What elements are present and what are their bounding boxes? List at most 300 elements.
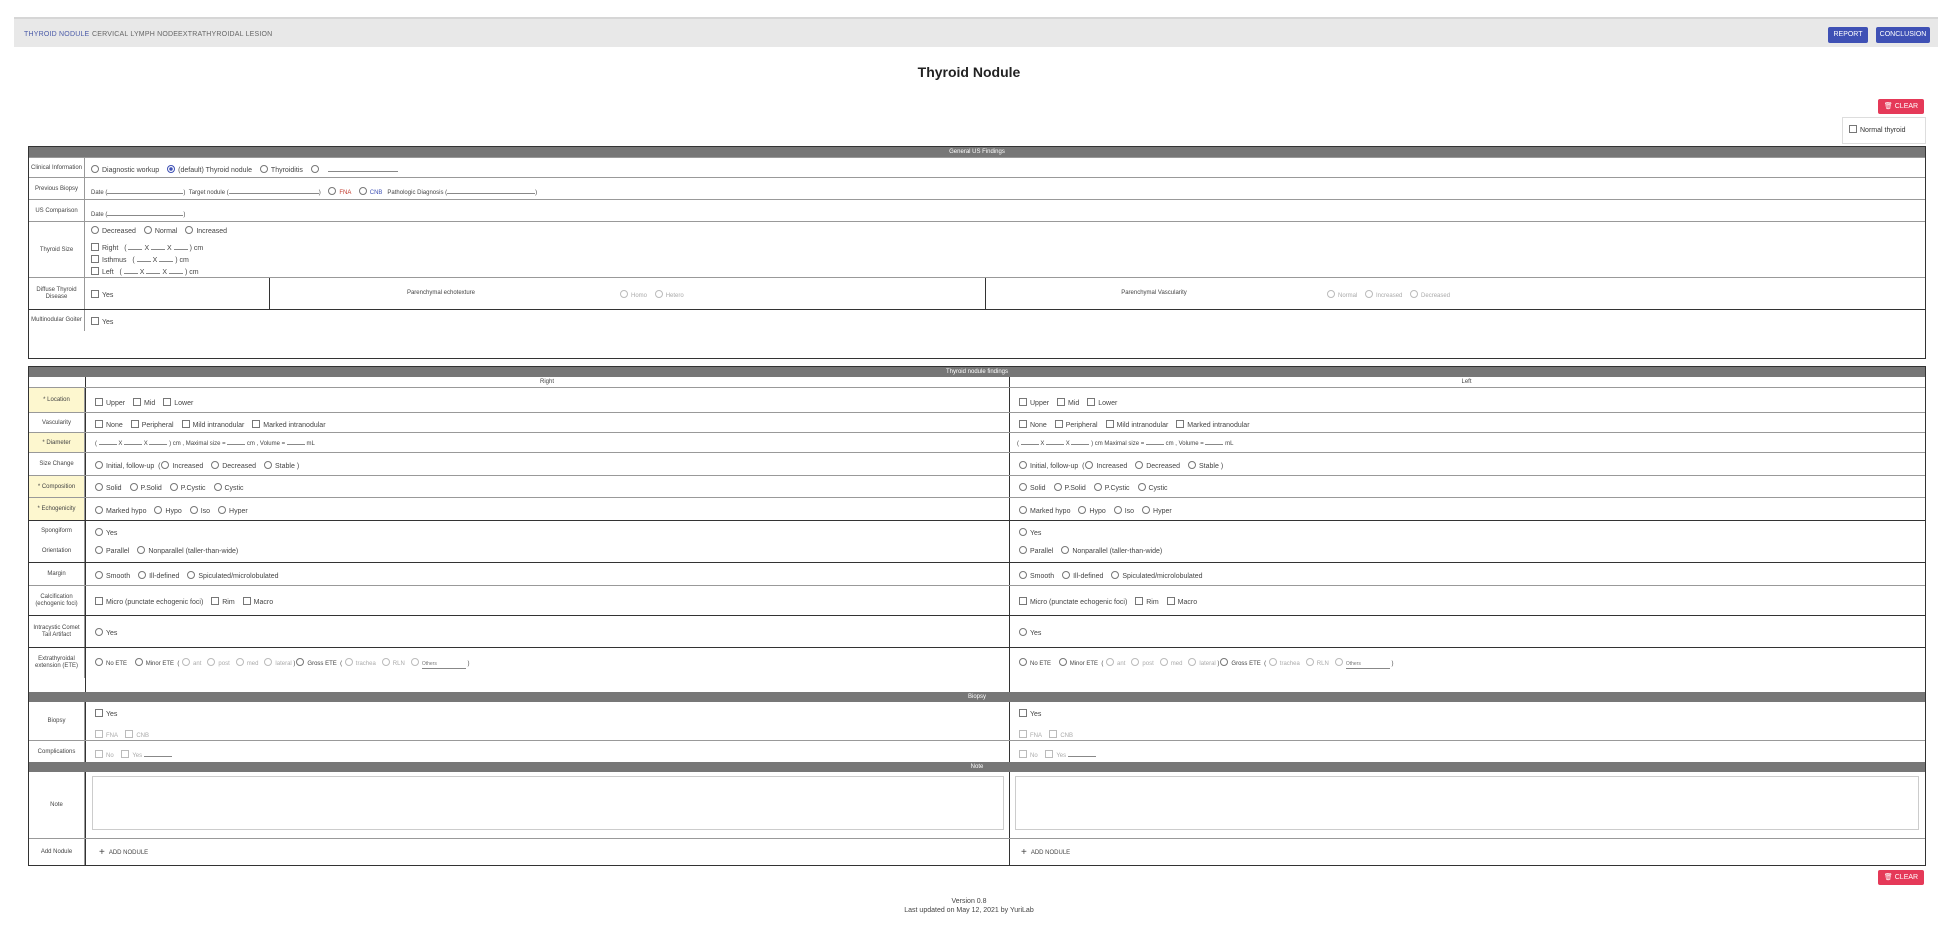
option-label: Marked intranodular [1187, 422, 1250, 429]
date-input[interactable] [107, 186, 186, 196]
radio-trachea[interactable] [345, 658, 353, 666]
location-row [29, 387, 1925, 413]
other-input[interactable] [328, 164, 398, 172]
option-label: lateral [275, 661, 292, 667]
checkbox-marked[interactable] [252, 420, 260, 428]
option-label: ant [193, 661, 202, 667]
right-spongiform [89, 528, 117, 537]
radio-solid[interactable] [95, 483, 103, 491]
option-label: Yes [106, 530, 118, 537]
option-label: Iso [1124, 508, 1135, 515]
radio-trachea[interactable] [1269, 658, 1277, 666]
radio-med[interactable] [1160, 658, 1168, 666]
checkbox-cnb[interactable] [1049, 730, 1057, 738]
calcification-row [29, 585, 1925, 616]
option-label: Initial, follow-up [1030, 463, 1079, 470]
radio-smooth[interactable] [95, 571, 103, 579]
margin-row [29, 562, 1925, 586]
option-label: Diagnostic workup [102, 167, 160, 174]
checkbox-macro[interactable] [1167, 597, 1175, 605]
checkbox-mild[interactable] [182, 420, 190, 428]
checkbox-yes[interactable] [1045, 750, 1053, 758]
ml-label: mL [1225, 441, 1234, 447]
paren: ) [1220, 463, 1224, 470]
x-label: X [1065, 441, 1070, 447]
volume-input[interactable] [1205, 437, 1223, 445]
radio-hetero[interactable] [655, 290, 663, 298]
option-label: Hyper [229, 508, 248, 515]
radio-marked-hypo[interactable] [1019, 506, 1027, 514]
left-spongiform [1013, 528, 1041, 537]
option-label: None [106, 422, 123, 429]
left-note-textarea[interactable] [1015, 776, 1919, 830]
diameter-input[interactable] [1046, 437, 1064, 445]
right-echogenicity [89, 506, 248, 515]
add-nodule-label: ADD NODULE [1030, 850, 1071, 856]
checkbox-peripheral[interactable] [1055, 420, 1063, 428]
volume-label: cm , Volume = [246, 441, 286, 447]
checkbox-lower[interactable] [163, 398, 171, 406]
x-label: X [139, 269, 145, 276]
others-input[interactable]: Others [1346, 661, 1390, 669]
option-label: No ETE [106, 661, 128, 667]
radio-spongiform-yes[interactable] [1019, 528, 1027, 536]
row-label: Complications [29, 741, 85, 763]
diameter-input[interactable] [99, 437, 117, 445]
radio-decreased[interactable] [1135, 461, 1143, 469]
paren: ) [1217, 661, 1220, 667]
left-location [1013, 398, 1117, 407]
radio-iso[interactable] [190, 506, 198, 514]
target-label: Target nodule ( [188, 190, 229, 196]
left-lobe-size [85, 266, 199, 276]
checkbox-fna[interactable] [1019, 730, 1027, 738]
radio-intracystic-yes[interactable] [95, 628, 103, 636]
radio-vasc-decreased[interactable] [1410, 290, 1418, 298]
diameter-input[interactable] [149, 437, 167, 445]
minor-ete-sites [1105, 661, 1216, 667]
checkbox-none[interactable] [1019, 420, 1027, 428]
option-label: Increased [1376, 293, 1403, 299]
option-label: ant [1117, 661, 1126, 667]
paren: ( [1082, 463, 1085, 470]
radio-increased[interactable] [185, 226, 193, 234]
paren: ( [158, 463, 161, 470]
paren: ( [177, 661, 180, 667]
radio-smooth[interactable] [1019, 571, 1027, 579]
clear-button-bottom[interactable] [1878, 870, 1924, 885]
option-label: Right [102, 245, 119, 252]
radio-nonparallel[interactable] [1061, 546, 1069, 554]
radio-spiculated[interactable] [1111, 571, 1119, 579]
checkbox-left[interactable] [91, 267, 99, 275]
multinodular-goiter-row [29, 309, 1925, 331]
option-label: Decreased [102, 228, 136, 235]
size-input[interactable] [146, 266, 160, 274]
option-label: Mild intranodular [192, 422, 245, 429]
option-label: P.Solid [140, 485, 162, 492]
option-label: Yes [106, 630, 118, 637]
row-label: Orientation [29, 540, 85, 562]
checkbox-isthmus[interactable] [91, 255, 99, 263]
radio-pcystic[interactable] [170, 483, 178, 491]
radio-others[interactable] [411, 658, 419, 666]
note-row [29, 772, 1925, 838]
radio-spiculated[interactable] [187, 571, 195, 579]
option-label: Nonparallel (taller-than-wide) [148, 548, 239, 555]
paren: ( [119, 269, 122, 276]
radio-diagnostic-workup[interactable] [91, 165, 99, 173]
radio-normal[interactable] [144, 226, 152, 234]
radio-nonparallel[interactable] [137, 546, 145, 554]
ete-row [29, 647, 1925, 678]
row-label: Multinodular Goiter [29, 310, 85, 331]
radio-initial[interactable] [1019, 461, 1027, 469]
tab-extrathyroidal-lesion[interactable]: EXTRATHYROIDAL LESION [178, 31, 273, 38]
x-label: X [152, 257, 158, 264]
max-size-input[interactable] [227, 437, 245, 445]
left-echogenicity [1013, 506, 1172, 515]
right-calcification [89, 597, 273, 606]
paren: ) [318, 190, 321, 196]
option-label: Yes [1056, 753, 1067, 759]
radio-cystic[interactable] [214, 483, 222, 491]
clinical-information-row [29, 157, 1925, 178]
others-input[interactable]: Others [422, 661, 466, 669]
radio-spongiform-yes[interactable] [95, 528, 103, 536]
multinodular-yes [85, 317, 113, 326]
checkbox-none[interactable] [95, 420, 103, 428]
conclusion-button[interactable]: CONCLUSION [1876, 27, 1930, 43]
radio-increased[interactable] [161, 461, 169, 469]
checkbox-cnb[interactable] [125, 730, 133, 738]
right-column-header: Right [539, 379, 554, 385]
option-label: No ETE [1030, 661, 1052, 667]
option-label: Yes [1030, 530, 1042, 537]
left-intracystic [1013, 628, 1041, 637]
size-input[interactable] [151, 242, 165, 250]
radio-solid[interactable] [1019, 483, 1027, 491]
option-label: Smooth [1030, 573, 1055, 580]
option-label: Lower [1098, 400, 1118, 407]
checkbox-no[interactable] [1019, 750, 1027, 758]
radio-thyroid-nodule[interactable] [167, 165, 175, 173]
option-label: FNA [106, 733, 118, 739]
checkbox-rim[interactable] [211, 597, 219, 605]
vascularity-options [1321, 290, 1450, 299]
option-label: Gross ETE [307, 661, 337, 667]
option-label: Yes [1030, 630, 1042, 637]
option-label: Macro [253, 599, 274, 606]
option-label: Marked hypo [106, 508, 147, 515]
option-label: Spiculated/microlobulated [198, 573, 279, 580]
option-label: Thyroiditis [270, 167, 303, 174]
radio-stable[interactable] [264, 461, 272, 469]
option-label: RLN [1316, 661, 1329, 667]
checkbox-upper[interactable] [1019, 398, 1027, 406]
radio-gross-ete[interactable] [1220, 658, 1228, 666]
size-input[interactable] [137, 254, 151, 262]
option-label: Yes [102, 292, 114, 299]
option-label: P.Cystic [180, 485, 206, 492]
option-label: Peripheral [1065, 422, 1098, 429]
right-complications [89, 749, 172, 759]
radio-homo[interactable] [620, 290, 628, 298]
checkbox-fna[interactable] [95, 730, 103, 738]
radio-minor-ete[interactable] [135, 658, 143, 666]
size-trend-options [85, 226, 227, 235]
option-label: Mid [1068, 400, 1080, 407]
right-add-nodule-button[interactable] [99, 847, 148, 858]
radio-minor-ete[interactable] [1059, 658, 1067, 666]
option-label: post [218, 661, 230, 667]
option-label: Mid [144, 400, 156, 407]
radio-parallel[interactable] [1019, 546, 1027, 554]
row-label: * Echogenicity [29, 498, 85, 521]
complication-input[interactable] [144, 749, 172, 757]
spongiform-row [29, 520, 1925, 541]
checkbox-rim[interactable] [1135, 597, 1143, 605]
pathologic-input[interactable] [447, 186, 538, 196]
row-label: Margin [29, 563, 85, 586]
tab-cervical-lymph-node[interactable]: CERVICAL LYMPH NODE [92, 31, 179, 38]
left-margin [1013, 571, 1203, 580]
row-label: Biopsy [29, 702, 85, 740]
x-label: X [167, 245, 172, 252]
radio-vasc-normal[interactable] [1327, 290, 1335, 298]
radio-no-ete[interactable] [1019, 658, 1027, 666]
date-input[interactable] [107, 208, 186, 218]
checkbox-upper[interactable] [95, 398, 103, 406]
radio-others[interactable] [1335, 658, 1343, 666]
left-vascularity [1013, 420, 1250, 429]
radio-stable[interactable] [1188, 461, 1196, 469]
checkbox-biopsy-yes[interactable] [1019, 709, 1027, 717]
paren: ) [1391, 661, 1394, 667]
option-label: Iso [200, 508, 211, 515]
checkbox-peripheral[interactable] [131, 420, 139, 428]
clear-button-top[interactable] [1878, 99, 1924, 114]
radio-post[interactable] [1131, 658, 1139, 666]
x-label: X [1040, 441, 1045, 447]
complication-input[interactable] [1068, 749, 1096, 757]
option-label: Normal [154, 228, 178, 235]
minor-ete-sites [181, 661, 292, 667]
row-label: Note [29, 772, 85, 838]
option-label: med [246, 661, 259, 667]
option-label: Spiculated/microlobulated [1122, 573, 1203, 580]
section-header: Thyroid nodule findings [29, 367, 1925, 377]
option-label: Macro [1177, 599, 1198, 606]
radio-hyper[interactable] [218, 506, 226, 514]
vascularity-row [29, 412, 1925, 433]
paren: ) [296, 463, 300, 470]
radio-initial[interactable] [95, 461, 103, 469]
size-input[interactable] [128, 242, 142, 250]
radio-vasc-increased[interactable] [1365, 290, 1373, 298]
paren: ( [1017, 441, 1019, 447]
right-intracystic [89, 628, 117, 637]
radio-psolid[interactable] [1054, 483, 1062, 491]
radio-post[interactable] [207, 658, 215, 666]
option-label: FNA [1030, 733, 1042, 739]
checkbox-marked[interactable] [1176, 420, 1184, 428]
diffuse-thyroid-disease-row [29, 277, 1925, 310]
x-label: X [162, 269, 168, 276]
right-biopsy-type [89, 730, 149, 739]
diffuse-yes [85, 290, 113, 299]
option-label: med [1170, 661, 1183, 667]
row-label: Spongiform [29, 521, 85, 541]
radio-other[interactable] [311, 165, 319, 173]
radio-gross-ete[interactable] [296, 658, 304, 666]
radio-cystic[interactable] [1138, 483, 1146, 491]
row-label: Add Nodule [29, 839, 85, 865]
right-composition [89, 483, 244, 492]
row-label: US Comparison [29, 200, 85, 222]
option-label: Cystic [224, 485, 244, 492]
volume-label: cm , Volume = [1165, 441, 1204, 447]
radio-decreased[interactable] [91, 226, 99, 234]
fna-label: FNA [339, 190, 352, 196]
radio-rln[interactable] [1306, 658, 1314, 666]
diameter-input[interactable] [1021, 437, 1039, 445]
right-note-textarea[interactable] [92, 776, 1004, 830]
radio-psolid[interactable] [130, 483, 138, 491]
row-label: Extrathyroidal extension (ETE) [29, 648, 85, 678]
trash-icon: 🗑 [1883, 103, 1895, 110]
radio-decreased[interactable] [211, 461, 219, 469]
plus-icon: + [1021, 847, 1027, 858]
radio-ant[interactable] [1106, 658, 1114, 666]
radio-hyper[interactable] [1142, 506, 1150, 514]
radio-iso[interactable] [1114, 506, 1122, 514]
radio-cnb[interactable] [359, 187, 367, 195]
radio-ill-defined[interactable] [138, 571, 146, 579]
option-label: CNB [1060, 733, 1074, 739]
option-label: Hetero [665, 293, 684, 299]
checkbox-no[interactable] [95, 750, 103, 758]
size-input[interactable] [159, 254, 173, 262]
paren: ( [95, 441, 97, 447]
complications-row [29, 740, 1925, 763]
option-label: P.Cystic [1104, 485, 1130, 492]
radio-thyroiditis[interactable] [260, 165, 268, 173]
echotexture-options [614, 290, 684, 299]
checkbox-yes[interactable] [121, 750, 129, 758]
diameter-row [29, 432, 1925, 453]
radio-lateral[interactable] [264, 658, 272, 666]
radio-hypo[interactable] [154, 506, 162, 514]
checkbox-lower[interactable] [1087, 398, 1095, 406]
size-input[interactable] [174, 242, 188, 250]
left-calcification [1013, 597, 1197, 606]
report-button[interactable]: REPORT [1828, 27, 1868, 43]
row-label: * Location [29, 388, 85, 413]
radio-no-ete[interactable] [95, 658, 103, 666]
date-label: Date ( [91, 190, 108, 196]
radio-marked-hypo[interactable] [95, 506, 103, 514]
radio-fna[interactable] [328, 187, 336, 195]
option-label: P.Solid [1064, 485, 1086, 492]
normal-thyroid-label: Normal thyroid [1860, 127, 1906, 134]
radio-med[interactable] [236, 658, 244, 666]
clinical-options [85, 164, 398, 174]
radio-pcystic[interactable] [1094, 483, 1102, 491]
option-label: Left [102, 269, 114, 276]
option-label: trachea [1279, 661, 1300, 667]
radio-parallel[interactable] [95, 546, 103, 554]
paren: ) [183, 212, 186, 218]
option-label: Marked hypo [1030, 508, 1071, 515]
paren: ( [1264, 661, 1267, 667]
option-label: Hypo [165, 508, 182, 515]
option-label: Hypo [1089, 508, 1106, 515]
pathologic-label: Pathologic Diagnosis ( [387, 190, 448, 196]
option-label: Decreased [222, 463, 257, 470]
option-label: Isthmus [102, 257, 127, 264]
max-size-input[interactable] [1146, 437, 1164, 445]
radio-ant[interactable] [182, 658, 190, 666]
radio-rln[interactable] [382, 658, 390, 666]
checkbox-macro[interactable] [243, 597, 251, 605]
option-label: Gross ETE [1231, 661, 1261, 667]
unit-label: ) cm [175, 257, 189, 264]
option-label: None [1030, 422, 1047, 429]
option-label: Decreased [1421, 293, 1451, 299]
previous-biopsy-fields [91, 186, 537, 196]
checkbox-biopsy-yes[interactable] [95, 709, 103, 717]
checkbox-diffuse-yes[interactable] [91, 290, 99, 298]
radio-lateral[interactable] [1188, 658, 1196, 666]
size-input[interactable] [124, 266, 138, 274]
clear-label: CLEAR [1894, 874, 1919, 881]
checkbox-multinodular-yes[interactable] [91, 317, 99, 325]
left-ete [1013, 658, 1393, 669]
checkbox-mid[interactable] [1057, 398, 1065, 406]
checkbox-right[interactable] [91, 243, 99, 251]
normal-thyroid-checkbox[interactable] [1842, 117, 1926, 144]
option-label: Parallel [1030, 548, 1054, 555]
size-input[interactable] [169, 266, 183, 274]
checkbox-micro[interactable] [1019, 597, 1027, 605]
diameter-input[interactable] [1071, 437, 1089, 445]
option-label: Increased [1096, 463, 1128, 470]
option-label: Increased [196, 228, 228, 235]
note-header: Note [29, 762, 1925, 772]
row-label: Diffuse Thyroid Disease [29, 278, 85, 310]
diameter-input[interactable] [124, 437, 142, 445]
checkbox-micro[interactable] [95, 597, 103, 605]
volume-input[interactable] [287, 437, 305, 445]
tab-thyroid-nodule[interactable]: THYROID NODULE [24, 31, 90, 38]
target-input[interactable] [229, 186, 319, 194]
left-add-nodule-button[interactable] [1021, 847, 1070, 858]
right-lobe-size [85, 242, 203, 252]
checkbox-mild[interactable] [1106, 420, 1114, 428]
biopsy-row [29, 702, 1925, 740]
checkbox-mid[interactable] [133, 398, 141, 406]
radio-increased[interactable] [1085, 461, 1093, 469]
radio-hypo[interactable] [1078, 506, 1086, 514]
option-label: Mild intranodular [1116, 422, 1169, 429]
row-label: Thyroid Size [29, 222, 85, 278]
previous-biopsy-row [29, 177, 1925, 200]
radio-ill-defined[interactable] [1062, 571, 1070, 579]
option-label: Lower [174, 400, 194, 407]
radio-intracystic-yes[interactable] [1019, 628, 1027, 636]
x-label: X [143, 441, 148, 447]
